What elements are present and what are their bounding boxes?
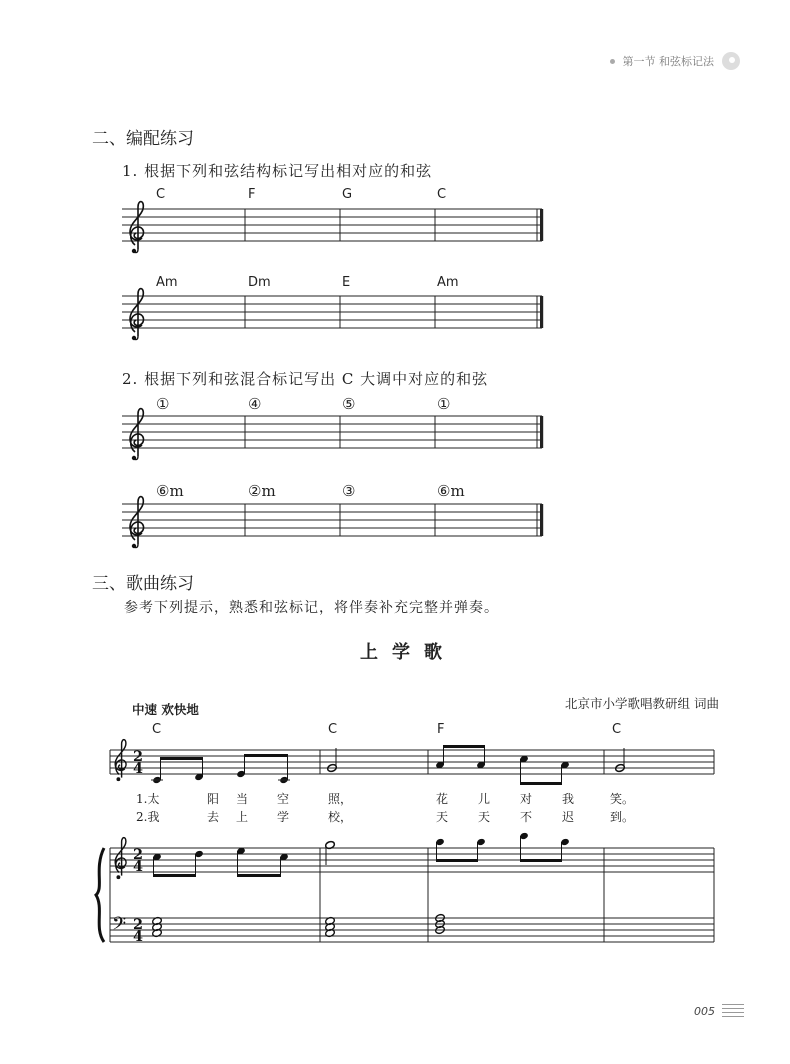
section-title-arrangement: 二、编配练习 [92, 129, 194, 149]
chord-label: F [248, 187, 256, 202]
song-credit: 北京市小学歌唱教研组 词曲 [565, 696, 719, 711]
time-signature-top: 2 [133, 916, 144, 933]
chord-label: Am [156, 275, 178, 290]
chord-label: E [342, 275, 351, 290]
treble-clef-icon [115, 838, 126, 879]
time-signature-bottom: 4 [133, 858, 144, 875]
time-signature-top: 2 [133, 846, 144, 863]
lyric: 1.太 [136, 792, 160, 806]
exercise-staff [122, 497, 543, 549]
lyric: 不 [520, 810, 533, 824]
chord-label: G [342, 187, 353, 202]
lyric: 照， [328, 792, 353, 806]
note-beam [154, 874, 196, 877]
lyric: 当 [236, 792, 249, 806]
song-chord: F [437, 722, 445, 737]
lyric: 儿 [478, 792, 491, 806]
treble-clef-icon [115, 740, 126, 781]
bass-clef-icon: 𝄢 [112, 914, 127, 939]
time-signature-top: 2 [133, 748, 144, 765]
chord-label: Dm [248, 275, 271, 290]
lyric: 2.我 [136, 810, 160, 824]
note-beam [521, 859, 562, 862]
exercise-staff [122, 202, 543, 254]
chord-degree-label: ③ [342, 482, 356, 500]
final-bar-line [540, 416, 543, 448]
chord-label: C [156, 187, 166, 202]
exercise-staff [122, 409, 543, 461]
chord-degree-label: ②m [248, 482, 276, 500]
exercise-2-label: 2. 根据下列和弦混合标记写出 C 大调中对应的和弦 [122, 370, 489, 388]
lyric: 阳 [207, 792, 220, 806]
page-lines-icon [722, 1004, 744, 1017]
header-text: 第一节 和弦标记法 [622, 55, 714, 68]
lyric: 学 [277, 810, 290, 824]
chord-degree-label: ④ [248, 395, 262, 413]
song-score [0, 730, 790, 960]
treble-clef-stroke [115, 740, 126, 778]
treble-clef-dot [116, 777, 120, 781]
treble-clef-dot [132, 336, 136, 340]
note-beam [444, 745, 485, 748]
lyric: 我 [562, 792, 575, 806]
chord-label: C [437, 187, 447, 202]
lyric: 空 [277, 792, 290, 806]
chord-degree-label: ① [437, 395, 451, 413]
lyric: 去 [207, 810, 220, 824]
tempo-marking: 中速 欢快地 [132, 702, 199, 717]
lyric: 对 [520, 792, 533, 806]
section-title-song-practice: 三、歌曲练习 [92, 574, 194, 594]
song-chord: C [152, 722, 162, 737]
chord-degree-label: ⑥m [156, 482, 184, 500]
note-beam [521, 782, 562, 785]
lyric: 天 [436, 810, 449, 824]
time-signature-bottom: 4 [133, 760, 144, 777]
note-beam [245, 754, 288, 757]
lyric: 到。 [610, 810, 635, 824]
lyric: 校， [328, 810, 353, 824]
exercise-1-label: 1. 根据下列和弦结构标记写出相对应的和弦 [122, 162, 433, 180]
page-number: 005 [694, 1005, 715, 1018]
song-chord: C [328, 722, 338, 737]
treble-clef-dot [132, 249, 136, 253]
lyric: 上 [236, 810, 249, 824]
treble-clef-stroke [115, 838, 126, 876]
exercise-staff [122, 289, 543, 341]
lyric: 笑。 [610, 792, 635, 806]
song-instruction: 参考下列提示，熟悉和弦标记，将伴奏补充完整并弹奏。 [124, 600, 499, 616]
treble-clef-dot [116, 875, 120, 879]
chord-degree-label: ⑥m [437, 482, 465, 500]
chord-degree-label: ⑤ [342, 395, 356, 413]
chord-label: Am [437, 275, 459, 290]
final-bar-line [540, 296, 543, 328]
treble-clef-dot [132, 456, 136, 460]
melody-staff [110, 740, 714, 785]
treble-clef-dot [132, 544, 136, 548]
grand-staff-brace [96, 848, 104, 942]
time-signature-bottom: 4 [133, 928, 144, 945]
song-chord: C [612, 722, 622, 737]
note-beam [161, 757, 203, 760]
lyric: 天 [478, 810, 491, 824]
note-beam [238, 874, 281, 877]
final-bar-line [540, 504, 543, 536]
lyric: 花 [436, 792, 449, 806]
lyric: 迟 [562, 810, 575, 824]
final-bar-line [540, 209, 543, 241]
chord-degree-label: ① [156, 395, 170, 413]
song-title: 上学歌 [360, 642, 456, 663]
piano-staves [96, 832, 714, 945]
note-beam [437, 859, 478, 862]
